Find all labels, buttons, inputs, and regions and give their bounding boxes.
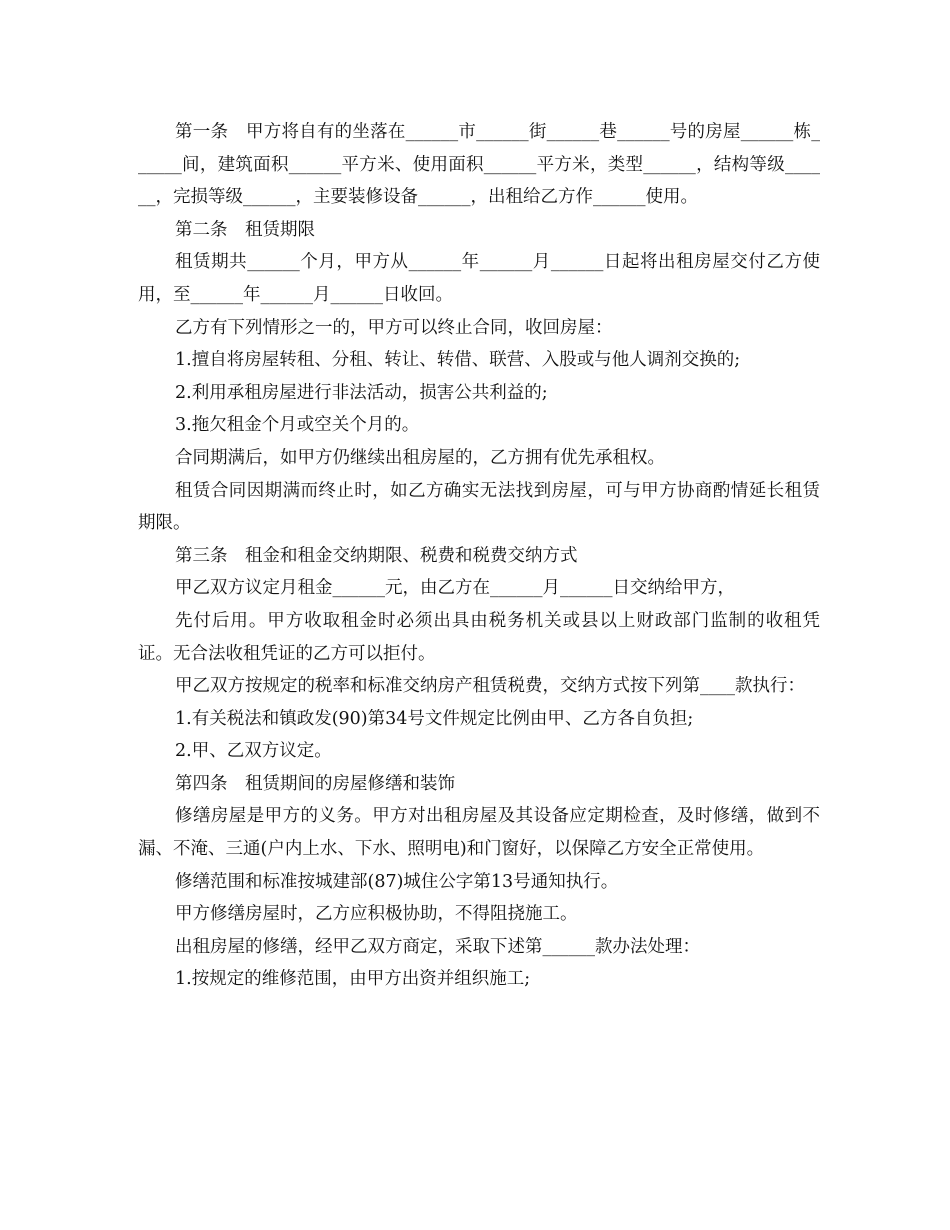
list-item-termination-1: 1.擅自将房屋转租、分租、转让、转借、联营、入股或与他人调剂交换的; — [175, 350, 741, 371]
paragraph-monthly-rent: 甲乙双方议定月租金______元，由乙方在______月______日交纳给甲方， — [175, 578, 735, 599]
paragraph-repair-cooperation: 甲方修缮房屋时，乙方应积极协助，不得阻挠施工。 — [175, 904, 578, 925]
paragraph-tax-payment: 甲乙双方按规定的税率和标准交纳房产租赁税费，交纳方式按下列第____款执行： — [175, 676, 805, 697]
paragraph-repair-duty: 修缮房屋是甲方的义务。甲方对出租房屋及其设备应定期检查，及时修缮，做到不漏、不淹、三通(户内上水、下水、照明电)和门窗好，以保障乙方安全正常使用。 — [138, 806, 820, 860]
heading-article-4: 第四条 租赁期间的房屋修缮和装饰 — [175, 773, 455, 794]
list-item-tax-2: 2.甲、乙双方议定。 — [175, 741, 332, 762]
paragraph-rent-receipt: 先付后用。甲方收取租金时必须出具由税务机关或县以上财政部门监制的收租凭证。无合法收租凭证的乙方可以拒付。 — [138, 610, 820, 664]
paragraph-lease-term: 租赁期共______个月，甲方从______年______月______日起将出租房屋交付乙方使用，至______年______月______日收回。 — [138, 252, 820, 305]
list-item-tax-1: 1.有关税法和镇政发(90)第34号文件规定比例由甲、乙方各自负担; — [175, 708, 694, 729]
list-item-repair-1: 1.按规定的维修范围，由甲方出资并组织施工; — [175, 969, 531, 990]
heading-article-2: 第二条 租赁期限 — [175, 219, 315, 240]
paragraph-repair-method: 出租房屋的修缮，经甲乙双方商定，采取下述第______款办法处理： — [175, 936, 700, 957]
paragraph-extension: 租赁合同因期满而终止时，如乙方确实无法找到房屋，可与甲方协商酌情延长租赁期限。 — [138, 480, 820, 534]
document-body — [138, 116, 820, 996]
paragraph-article-1: 第一条 甲方将自有的坐落在______市______街______巷______号的房屋______栋______间，建筑面积______平方米、使用面积______平方米，类型______，结构等级______，完损等级______，主要装修设备______，出租给乙方作______使用。 — [138, 122, 820, 208]
list-item-termination-2: 2.利用承租房屋进行非法活动，损害公共利益的; — [175, 382, 548, 403]
paragraph-repair-standard: 修缮范围和标准按城建部(87)城住公字第13号通知执行。 — [175, 871, 619, 892]
paragraph-renewal-priority: 合同期满后，如甲方仍继续出租房屋的，乙方拥有优先承租权。 — [175, 447, 665, 468]
heading-article-3: 第三条 租金和租金交纳期限、税费和税费交纳方式 — [175, 545, 578, 566]
list-item-termination-3: 3.拖欠租金个月或空关个月的。 — [175, 415, 420, 436]
paragraph-termination-intro: 乙方有下列情形之一的，甲方可以终止合同，收回房屋： — [175, 317, 613, 338]
